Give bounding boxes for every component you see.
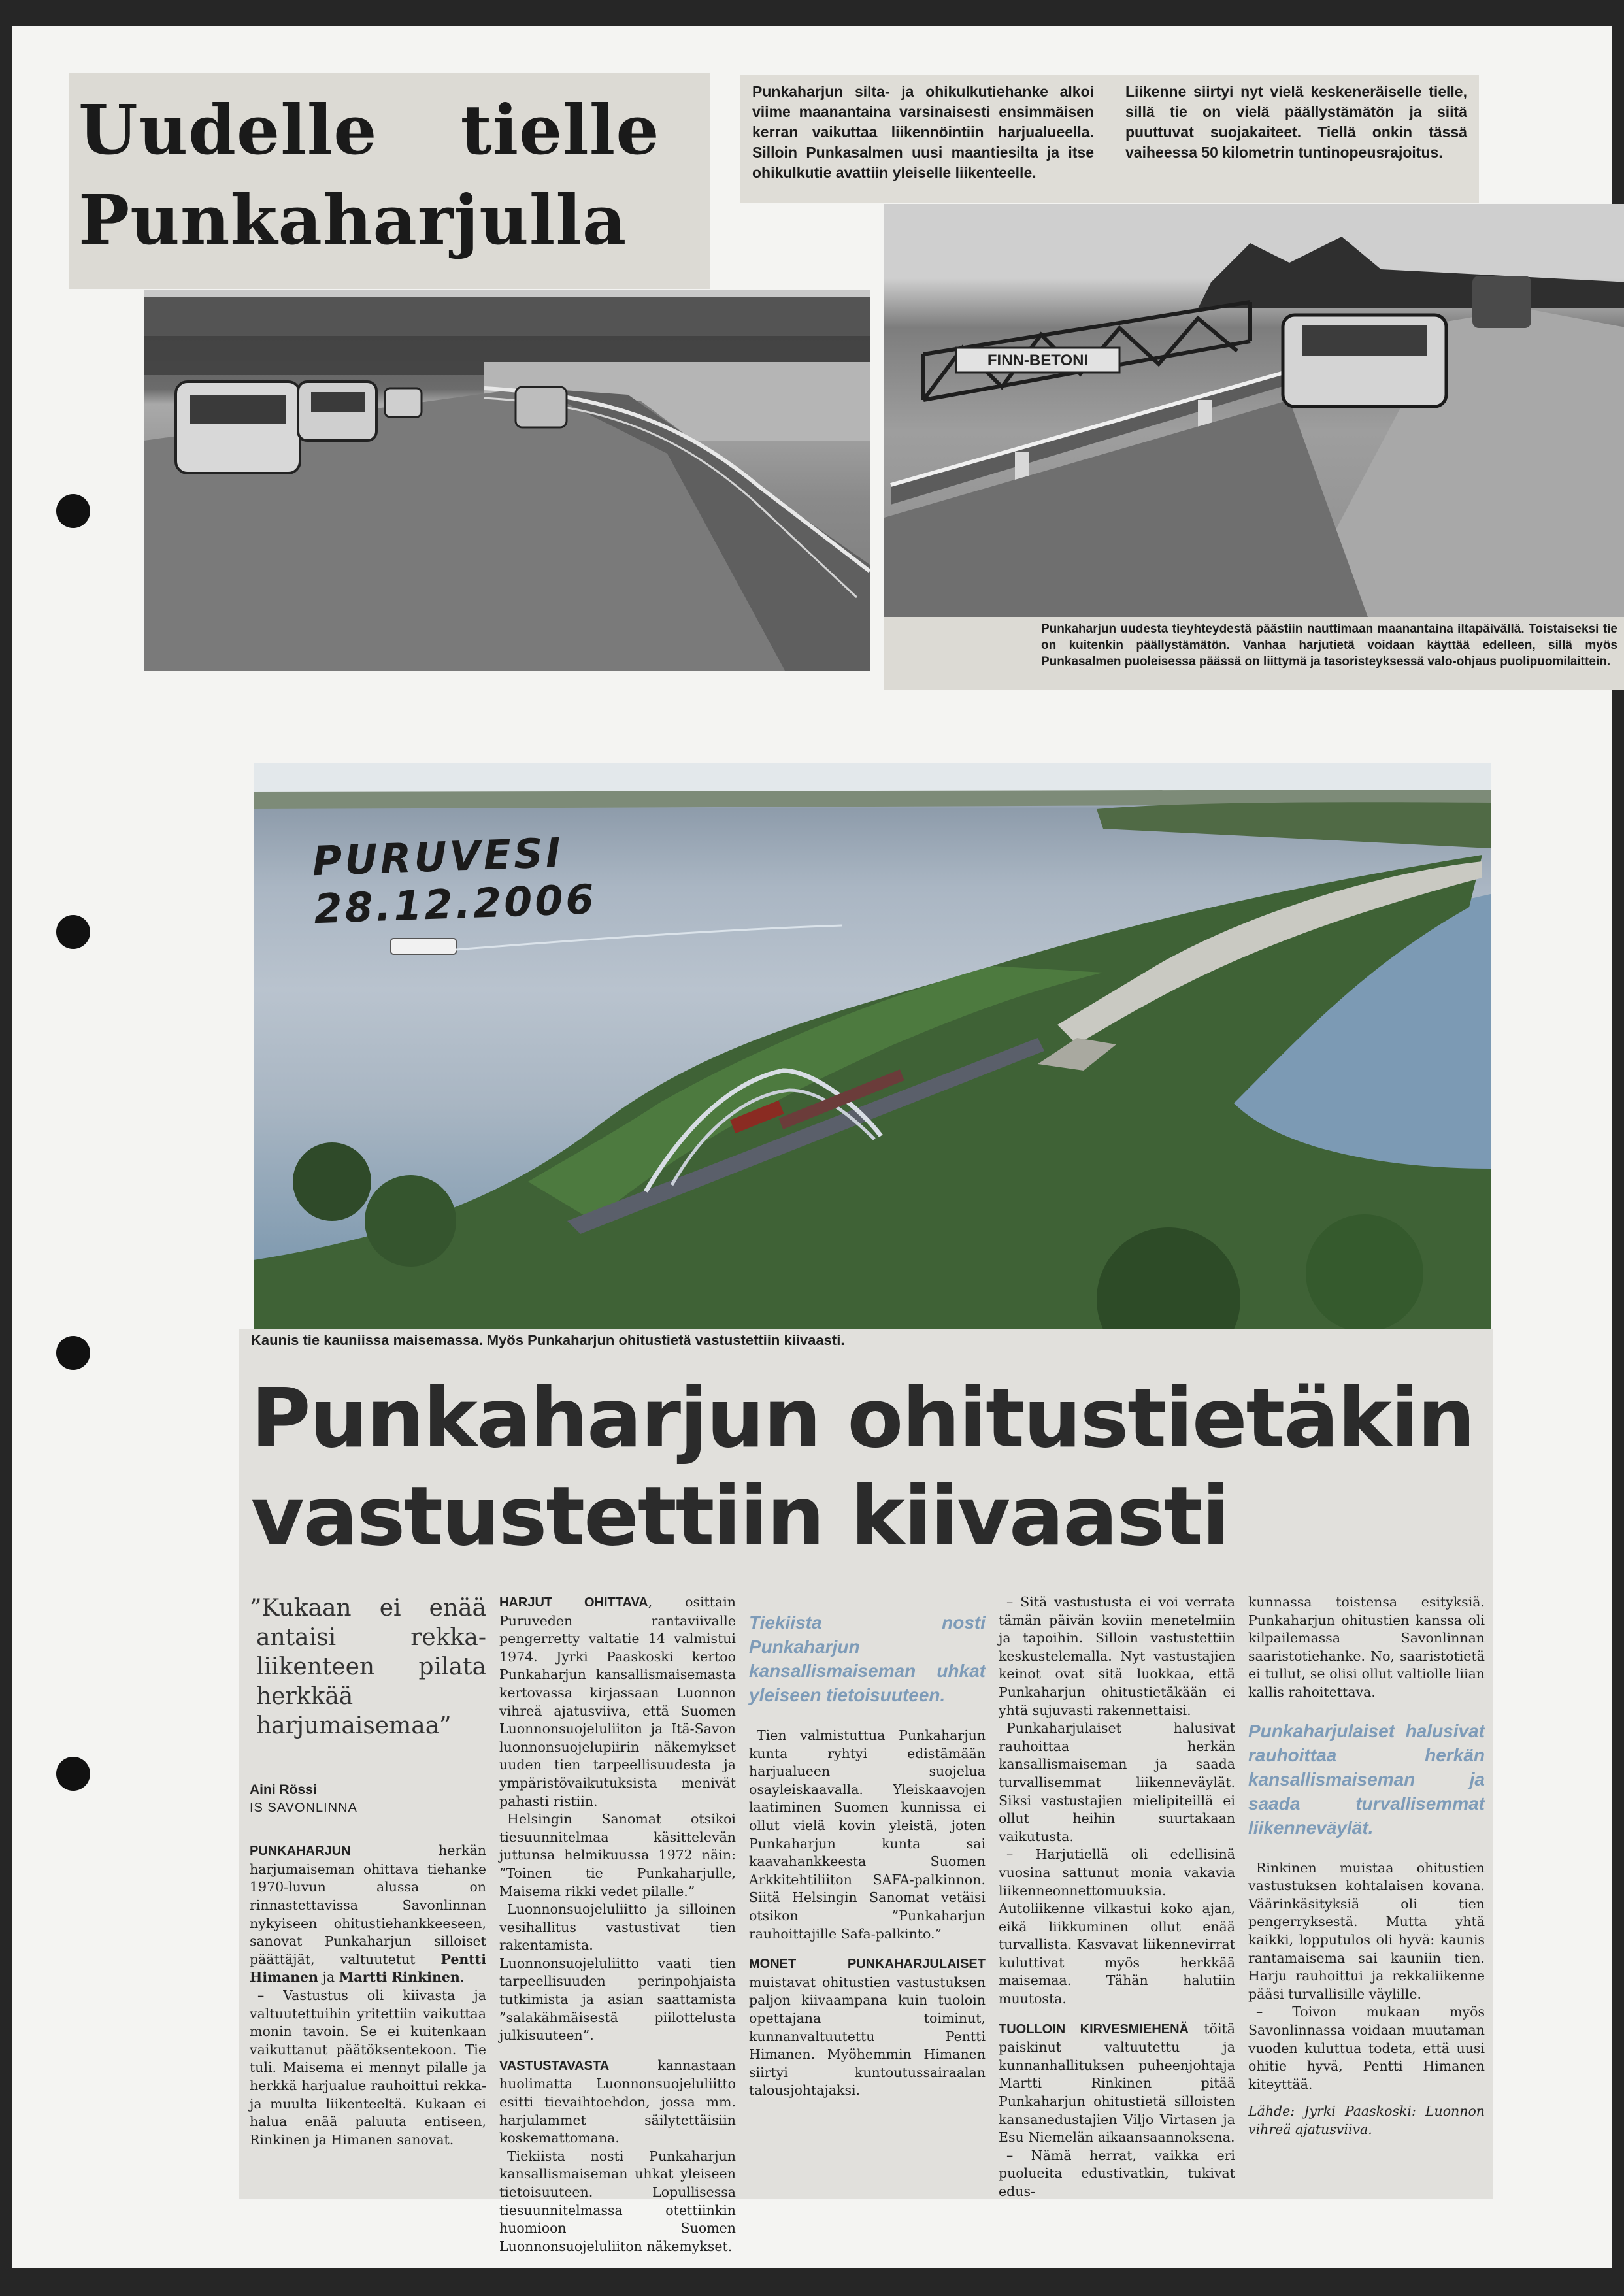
article-title-line-2: vastustettiin kiivaasti bbox=[251, 1469, 1229, 1564]
paragraph-text: kannastaan huolimatta Luonnonsuojeluliitto esitti tievaihtoehdon, jossa mm. harjulammet säilytettäisiin koskemattomana. bbox=[499, 2057, 736, 2146]
old-clipping-headline bbox=[69, 73, 710, 289]
paragraph: Punkaharjulaiset halusivat rauhoittaa herkän kansallismaiseman ja saada turvallisemmat liikenneväylät. Siksi vastustajien mielipiteillä ei ollut heihin suurtakaan vaikutusta. bbox=[999, 1720, 1235, 1844]
headline-line-1: Uudelle tielle bbox=[78, 90, 660, 170]
paragraph-text: töitä paiskinut valtuutettu ja kunnanhallituksen puheenjohtaja Martti Rinkinen pitää Punkaharjun ohitustietä silloisten kansanedustajien Viljo Virtasen ja Esu Niemelän aikaansaannoksena. bbox=[999, 2020, 1235, 2146]
intro-right-text: Liikenne siirtyi nyt vielä keskeneräiselle tielle, sillä tie on vielä päällystämätön ja siitä puuttuvat suojakaiteet. Tiellä onkin tässä vaiheessa 50 kilometrin tuntinopeusrajoitus. bbox=[1125, 83, 1467, 161]
article-clipping bbox=[239, 1329, 1493, 2254]
paragraph: Rinkinen muistaa ohitustien vastustuksen kohtalaisen kovana. Väärinkäsityksiä oli tien pengerryksestä. Mutta yhtä kaikki, lopputulos oli hyvä: kaunis rantamaisema sai kauniin tien. Harju rauhoittui ja rekkaliikenne pääsi turvallisille väylille. bbox=[1248, 1859, 1485, 2002]
section-head: TUOLLOIN KIRVESMIEHENÄ bbox=[999, 2021, 1189, 2037]
lede-name-1: Pentti Himanen bbox=[250, 1951, 486, 1986]
section-head: HARJUT OHITTAVA bbox=[499, 1595, 648, 1610]
road-photo-graphic bbox=[144, 290, 870, 671]
paragraph: Tiekiista nosti Punkaharjun kansallismaiseman uhkat yleiseen tietoisuuteen. Lopullisessa tiesuunnitelmassa otettiinkin huomioon Suomen Luonnonsuojeluliiton näkemykset. bbox=[499, 2148, 736, 2254]
paragraph-text: muistavat ohitustien vastustuksen paljon kiivaampana kuin tuoloin opettajana toiminut, kunnanvaltuutettu Pentti Himanen. Myöhemmin Himanen siirtyi kuntoutussairaalan talousjohtajaksi. bbox=[749, 1974, 986, 2099]
bridge-photo bbox=[884, 204, 1624, 617]
article-column-1 bbox=[250, 1593, 486, 2149]
paragraph-text: , osittain Puruveden rantaviivalle pengerretty valtatie 14 valmistui 1974. Jyrki Paaskoski kertoo Punkaharjun kansallismaisemasta kertovassa kirjassaan Luonnon vihreä ajatusviiva, että Suomen Luonnonsuojeluliiton ja Itä-Savon luonnonsuojelupiirin näkemykset uuden tien tarpeellisuudesta ja ympäristövaikutuksista menivät pahasti ristiin. bbox=[499, 1594, 736, 1809]
pull-quote-blue-2: Punkaharjulaiset halusivat rauhoittaa herkän kansallismaiseman ja saada turvallisemmat liikenneväylät. bbox=[1248, 1720, 1485, 1838]
aerial-photo-caption: Kaunis tie kauniissa maisemassa. Myös Punkaharjun ohitustietä vastustettiin kiivaasti. bbox=[251, 1332, 845, 1348]
binder-hole bbox=[56, 494, 90, 528]
paragraph bbox=[749, 1955, 986, 2100]
section-head: VASTUSTAVASTA bbox=[499, 2058, 610, 2073]
pull-quote-blue-1: Tiekiista nosti Punkaharjun kansallismaiseman uhkat yleiseen tietoisuuteen. bbox=[749, 1612, 986, 1705]
article-title-line-1: Punkaharjun ohitustietäkin bbox=[251, 1371, 1474, 1466]
paragraph: Tien valmistuttua Punkaharjun kunta ryhtyi edistämään harjualueen suojelua osayleiskaavalla. Yleiskaavojen laatiminen Suomen kunnissa ei ollut vielä kovin yleistä, joten Punkaharjun kunta sai kaavahankkeesta Suomen Arkkitehtiliiton SAFA-palkinnon. Siitä Helsingin Sanomat vetäisi otsikon ”Punkaharjun rauhoittajille Safa-palkinto.” bbox=[749, 1727, 986, 1942]
paragraph: – Vastustus oli kiivasta ja valtuutettuihin yritettiin vaikuttaa monin tavoin. Se ei kuitenkaan vaikuttanut päätöksentekoon. Tie tuli. Maisema ei mennyt pilalle ja herkkä harjualue rauhoittui rekka- ja muulta liikenteeltä. Kukaan ei haluа enää paluuta entiseen, Rinkinen ja Himanen sanovat. bbox=[250, 1987, 486, 2148]
lede-paragraph bbox=[250, 1842, 486, 1987]
lede-and: ja bbox=[318, 1969, 339, 1986]
binder-hole bbox=[56, 1336, 90, 1370]
paragraph: kunnassa toistensa esityksiä. Punkaharjun ohitustien kanssa oli kilpailemassa Savonlinnan saaristotiehanke. No, saaristotietä ei tullut, se olisi ollut valtiolle liian kallis rahoitettava. bbox=[1248, 1594, 1485, 1700]
article-column-4 bbox=[999, 1593, 1235, 2201]
article-column-2 bbox=[499, 1593, 736, 2255]
road-photo bbox=[144, 290, 870, 671]
author-location: IS SAVONLINNA bbox=[250, 1800, 357, 1815]
author-name: Aini Rössi bbox=[250, 1782, 317, 1797]
paragraph: – Nämä herrat, vaikka eri puolueita edustivatkin, tukivat edus- bbox=[999, 2147, 1235, 2199]
binder-hole bbox=[56, 1757, 90, 1791]
paragraph bbox=[999, 2020, 1235, 2147]
headline-line-2: Punkaharjulla bbox=[78, 180, 627, 260]
paragraph: Luonnonsuojeluliitto ja silloinen vesihallitus vastustivat tien rakentamista. Luonnonsuojeluliitto vaati tien tarpeellisuuden perinpohjaista tutkimista ja asian saattamista ”salakähmäisestä piilottelusta julkisuuteen”. bbox=[499, 1901, 736, 2044]
pull-quote-lead: ”Kukaan ei enää antaisi rekka-liikenteen pilata herkkää harjumaisemaa” bbox=[250, 1595, 486, 1739]
old-photo-caption: Punkaharjun uudesta tieyhteydestä päästiin nauttimaan maanantaina iltapäivällä. Toistaiseksi tie on kuitenkin päällystämätön. Vanhaa harjutietä voidaan käyttää edelleen, sillä myös Punkasalmen puoleisessa päässä on liittymä ja tasoristeyksessä valo-ohjaus puolipuomilaittein. bbox=[884, 617, 1624, 690]
intro-left-text: Punkaharjun silta- ja ohikulkutiehanke alkoi viime maanantaina varsinaisesti ensimmäisen kerran vaikuttaa liikennöintiin harjualueella. Silloin Punkasalmen uusi maantiesilta ja itse ohikulkutie avattiin yleiselle liikenteelle. bbox=[752, 83, 1094, 181]
article-column-3 bbox=[749, 1593, 986, 2100]
lede-head: PUNKAHARJUN bbox=[250, 1844, 351, 1859]
paragraph: Helsingin Sanomat otsikoi tiesuunnitelmaa käsittelevän juttunsa helmikuussa 1972 näin: ”Toinen tie Punkaharjulle, Maisema rikki vedet pilalle.” bbox=[499, 1811, 736, 1899]
article-source: Lähde: Jyrki Paaskoski: Luonnon vihreä ajatusviiva. bbox=[1248, 2103, 1485, 2137]
old-clipping-intro bbox=[740, 75, 1479, 203]
lede-text: herkän harjumaiseman ohittava tiehanke 1970-luvun alussa on rinnastettavissa Savonlinnan nykyiseen ohitustiehankkeeseen, sanovat Punkaharjun silloiset päättäjät, valtuutetut bbox=[250, 1842, 486, 1967]
bridge-sign-text: FINN-BETONI bbox=[987, 352, 1089, 369]
scrapbook-page bbox=[12, 26, 1617, 2268]
paragraph bbox=[499, 1593, 736, 1810]
lede-end: . bbox=[459, 1969, 465, 1986]
paragraph: – Harjutiellä oli edellisinä vuosina sattunut monia vakavia liikenneonnettomuuksia. Autoliikenne vilkastui koko ajan, eikä liikkuminen ollut enää turvallista. Kasvavat liikennevirrat kuluttivat myös herkkää maisemaa. Tähän halutiin muutosta. bbox=[999, 1846, 1235, 2007]
article-column-5 bbox=[1248, 1593, 1485, 2138]
handwritten-date-note: PURUVESI 28.12.2006 bbox=[311, 828, 597, 933]
article-columns bbox=[250, 1593, 1485, 2254]
bridge-photo-graphic bbox=[884, 204, 1624, 617]
lake-aerial-photo bbox=[254, 763, 1491, 1329]
article-title bbox=[251, 1370, 1486, 1566]
lede-name-2: Martti Rinkinen bbox=[339, 1969, 460, 1986]
section-head: MONET PUNKAHARJULAISET bbox=[749, 1957, 986, 1972]
paragraph: – Toivon mukaan myös Savonlinnassa voidaan muutaman vuoden kuluttua todeta, että uusi ohitie hyvä, Pentti Himanen kiteyttää. bbox=[1248, 2004, 1485, 2092]
binder-hole bbox=[56, 915, 90, 949]
paragraph: – Sitä vastustusta ei voi verrata tämän päivän koviin menetelmiin ja tapoihin. Silloin vastustettiin keskustelemalla. Nyt vastustajien keinot ovat sitä luokkaa, että Punkaharjun ohitustietäkään ei yhtä sujuvasti rakennettaisi. bbox=[999, 1594, 1235, 1718]
paragraph bbox=[499, 2057, 736, 2148]
